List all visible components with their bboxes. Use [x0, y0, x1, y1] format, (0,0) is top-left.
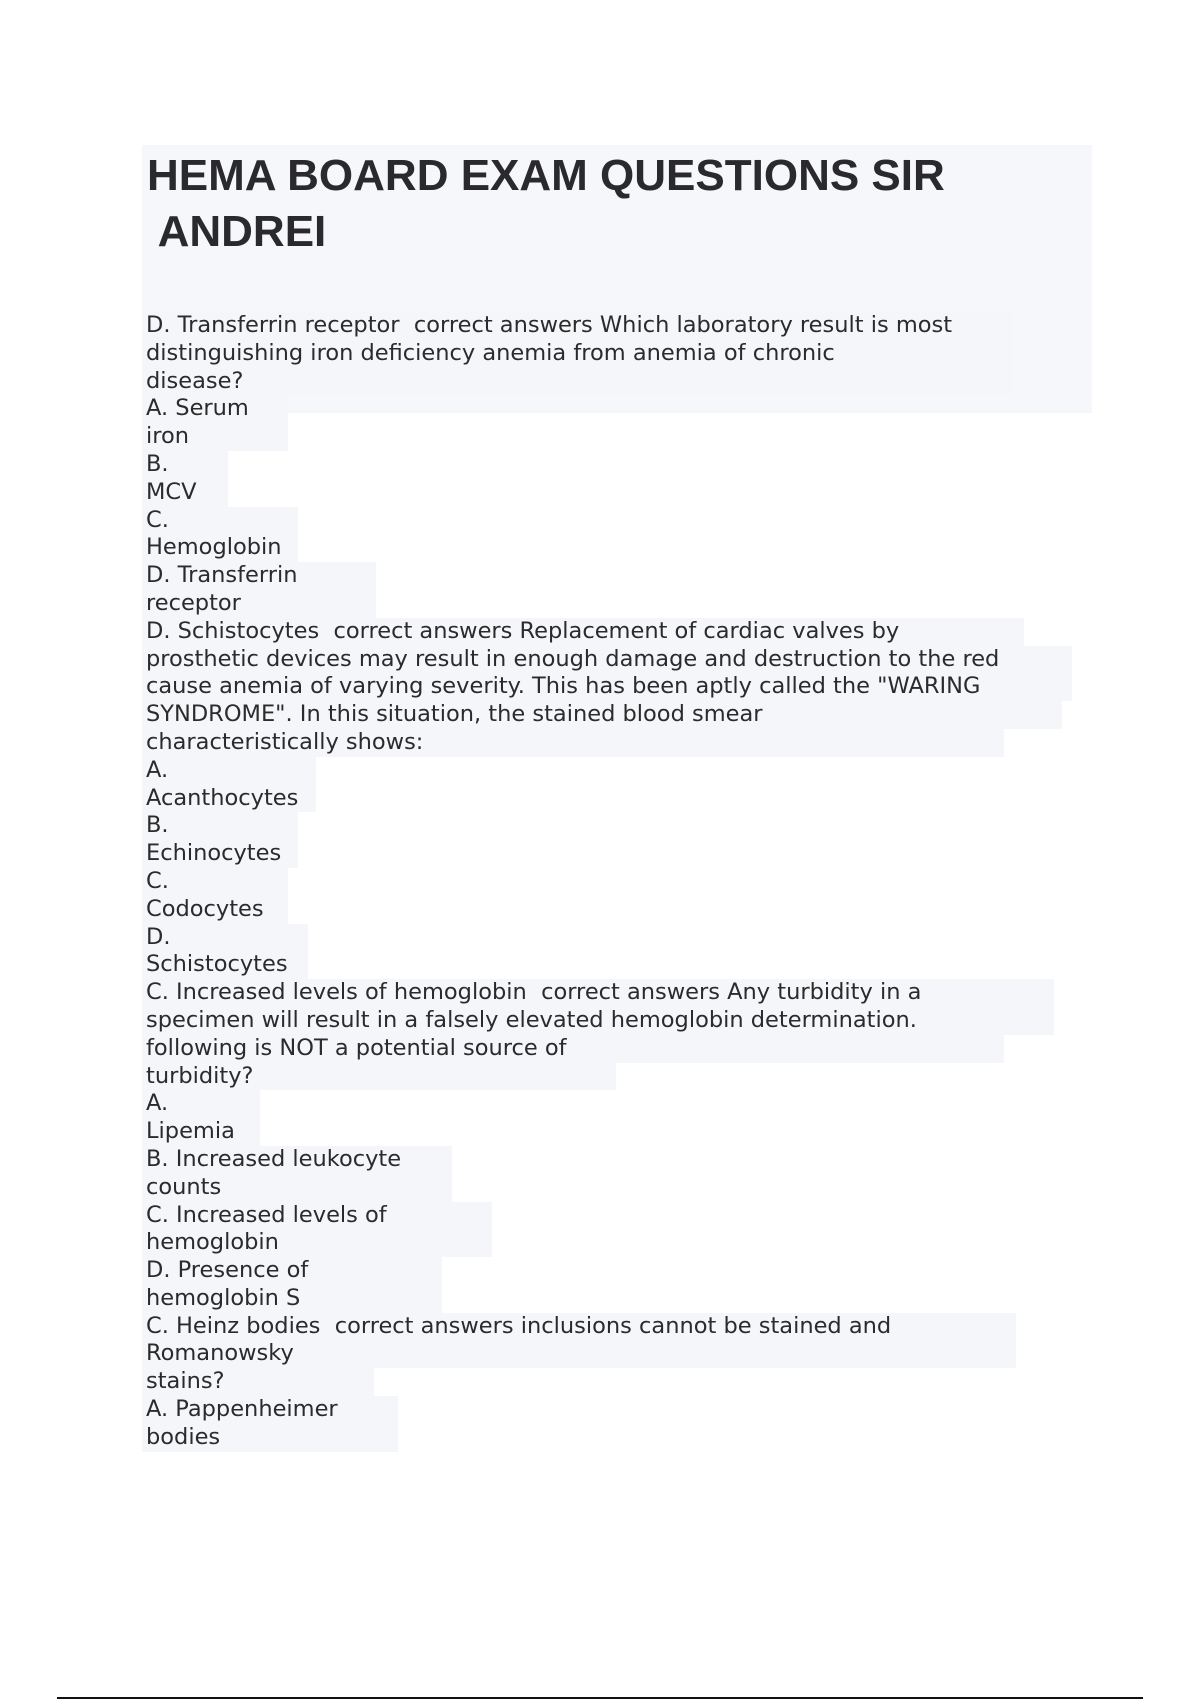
title-line-1: HEMA BOARD EXAM QUESTIONS SIR	[147, 151, 945, 200]
text-line	[146, 534, 1096, 562]
text-line	[146, 1007, 1096, 1035]
text-line-content: B.	[146, 812, 169, 839]
text-line	[146, 840, 1096, 868]
text-line	[146, 924, 1096, 952]
text-line	[146, 701, 1096, 729]
text-line-content: A. Serum	[146, 395, 249, 422]
text-line-content: D. Presence of	[146, 1257, 309, 1284]
text-line	[146, 312, 1096, 340]
text-line-content: D. Schistocytes correct answers Replacement of cardiac valves by	[146, 617, 900, 644]
text-line-content: Hemoglobin	[146, 534, 282, 561]
text-line	[146, 451, 1096, 479]
text-line-content: D. Transferrin receptor correct answers Which laboratory result is most	[146, 312, 953, 338]
text-line	[146, 1118, 1096, 1146]
text-line	[146, 729, 1096, 757]
text-line-content: following is NOT a potential source of	[146, 1034, 567, 1061]
text-line	[146, 507, 1096, 535]
text-line	[146, 1396, 1096, 1424]
text-line	[146, 395, 1096, 423]
text-line-content: Romanowsky	[146, 1340, 294, 1367]
text-line-content: C. Heinz bodies correct answers inclusions cannot be stained and	[146, 1312, 892, 1339]
text-line-content: C.	[146, 506, 169, 533]
text-line-content: counts	[146, 1173, 222, 1200]
text-line-content: Schistocytes	[146, 951, 288, 978]
text-line	[146, 1424, 1096, 1452]
text-line-content: A. Pappenheimer	[146, 1396, 338, 1423]
text-line	[146, 868, 1096, 896]
text-line	[146, 1285, 1096, 1313]
document-title	[147, 148, 1047, 260]
text-line	[146, 979, 1096, 1007]
text-line	[146, 562, 1096, 590]
document-body	[146, 312, 1096, 1452]
text-line	[146, 1368, 1096, 1396]
text-line-highlight	[142, 757, 316, 785]
text-line-content: hemoglobin S	[146, 1284, 301, 1311]
text-line-content: C.	[146, 867, 169, 894]
text-line	[146, 590, 1096, 618]
text-line	[146, 479, 1096, 507]
text-line	[146, 1090, 1096, 1118]
text-line-content: specimen will result in a falsely elevated hemoglobin determination.	[146, 1006, 917, 1033]
text-line-content: Lipemia	[146, 1118, 235, 1145]
text-line	[146, 812, 1096, 840]
text-line	[146, 1146, 1096, 1174]
text-line-content: Codocytes	[146, 895, 264, 922]
text-line	[146, 618, 1096, 646]
text-line-content: prosthetic devices may result in enough damage and destruction to the red	[146, 645, 1000, 672]
text-line	[146, 340, 1096, 368]
text-line	[146, 1340, 1096, 1368]
text-line	[146, 785, 1096, 813]
text-line	[146, 1257, 1096, 1285]
text-line	[146, 673, 1096, 701]
text-line-content: bodies	[146, 1423, 221, 1450]
text-line-content: distinguishing iron deficiency anemia from anemia of chronic	[146, 339, 835, 366]
text-line	[146, 423, 1096, 451]
text-line-highlight	[142, 368, 1012, 396]
text-line	[146, 646, 1096, 674]
text-line-content: D. Transferrin	[146, 562, 298, 589]
text-line-content: A.	[146, 1090, 169, 1117]
text-line-content: B. Increased leukocyte	[146, 1145, 402, 1172]
title-line-2: ANDREI	[147, 207, 327, 256]
text-line	[146, 757, 1096, 785]
text-line-content: B.	[146, 450, 169, 477]
text-line-content: cause anemia of varying severity. This has been aptly called the "WARING	[146, 673, 981, 700]
text-line	[146, 896, 1096, 924]
text-line-content: stains?	[146, 1368, 225, 1395]
text-line-content: hemoglobin	[146, 1229, 279, 1256]
text-line-content: C. Increased levels of hemoglobin correct answers Any turbidity in a	[146, 979, 922, 1006]
text-line-content: Acanthocytes	[146, 784, 299, 811]
text-line-content: disease?	[146, 367, 244, 394]
text-line-content: A.	[146, 756, 169, 783]
text-line	[146, 951, 1096, 979]
text-line-content: receptor	[146, 589, 241, 616]
text-line-content: Echinocytes	[146, 840, 282, 867]
text-line	[146, 1313, 1096, 1341]
text-line-content: turbidity?	[146, 1062, 254, 1089]
text-line	[146, 1035, 1096, 1063]
text-line-content: characteristically shows:	[146, 728, 424, 755]
text-line	[146, 368, 1096, 396]
text-line-content: MCV	[146, 478, 197, 505]
text-line	[146, 1063, 1096, 1091]
footer-rule	[57, 1697, 1143, 1699]
text-line-content: SYNDROME". In this situation, the stained blood smear	[146, 701, 763, 728]
text-line	[146, 1229, 1096, 1257]
text-line-content: D.	[146, 923, 171, 950]
text-line	[146, 1202, 1096, 1230]
text-line	[146, 1174, 1096, 1202]
text-line-content: iron	[146, 423, 190, 450]
text-line-content: C. Increased levels of	[146, 1201, 387, 1228]
